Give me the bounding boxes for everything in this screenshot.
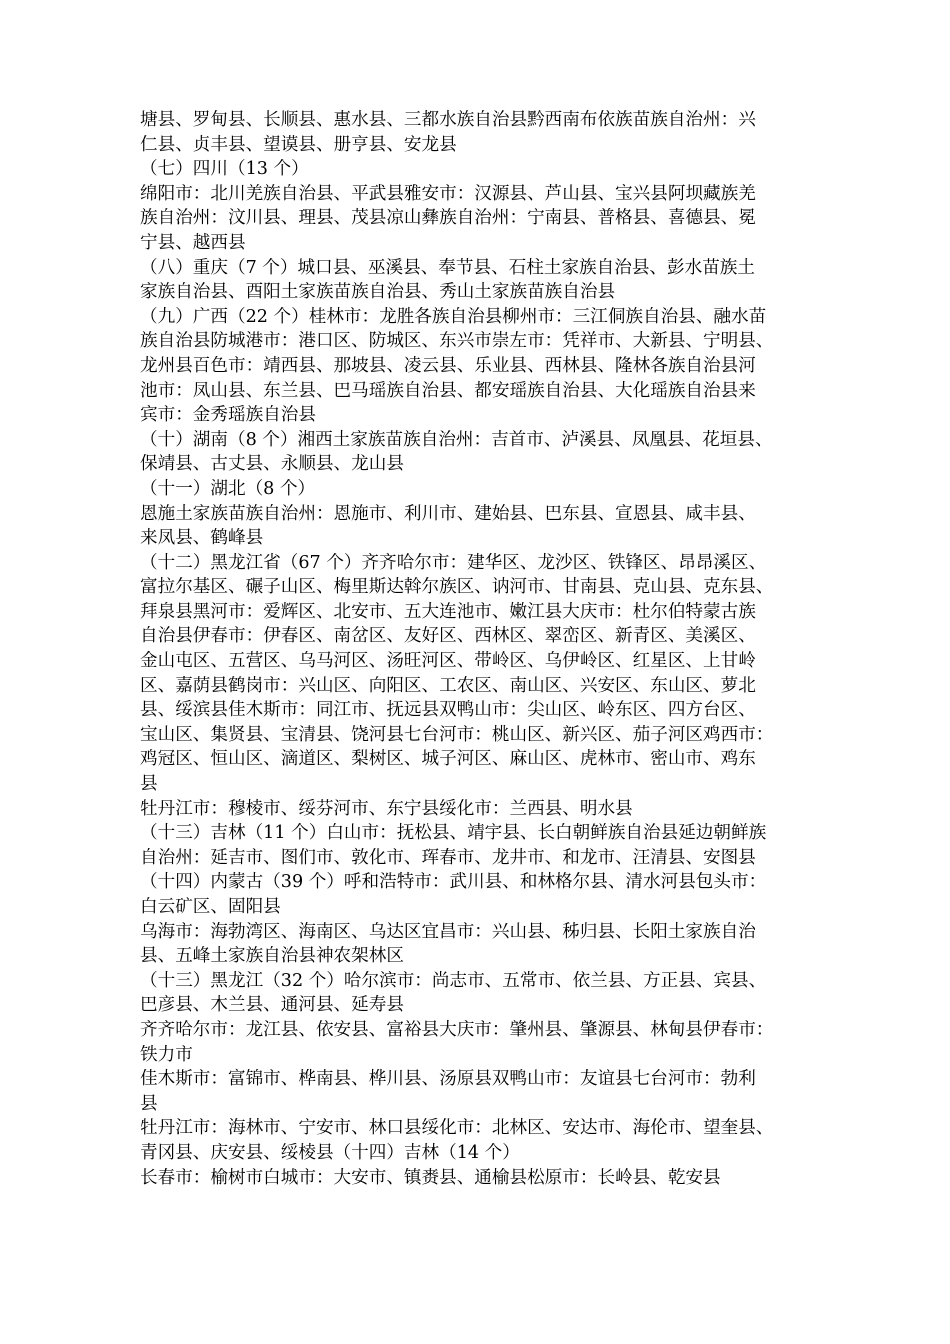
text-line: 青冈县、庆安县、绥棱县（十四）吉林（14 个）: [140, 1142, 520, 1163]
text-line: 富拉尔基区、碾子山区、梅里斯达斡尔族区、讷河市、甘南县、克山县、克东县、: [140, 577, 774, 598]
text-line: 自治州：延吉市、图们市、敦化市、珲春市、龙井市、和龙市、汪清县、安图县: [140, 847, 756, 868]
text-line: 池市：凤山县、东兰县、巴马瑶族自治县、都安瑶族自治县、大化瑶族自治县来: [140, 380, 756, 401]
text-line: 拜泉县黑河市：爱辉区、北安市、五大连池市、嫩江县大庆市：杜尔伯特蒙古族: [140, 601, 756, 622]
text-line: 牡丹江市：海林市、宁安市、林口县绥化市：北林区、安达市、海伦市、望奎县、: [140, 1118, 774, 1139]
text-line: 仁县、贞丰县、望谟县、册亨县、安龙县: [140, 134, 457, 155]
text-line: 区、嘉荫县鹤岗市：兴山区、向阳区、工农区、南山区、兴安区、东山区、萝北: [140, 675, 756, 696]
text-line: 金山屯区、五营区、乌马河区、汤旺河区、带岭区、乌伊岭区、红星区、上甘岭: [140, 651, 756, 672]
text-line: 县: [140, 1093, 158, 1114]
text-line: 宁县、越西县: [140, 232, 246, 253]
text-line: 族自治县防城港市：港口区、防城区、东兴市崇左市：凭祥市、大新县、宁明县、: [140, 331, 774, 352]
text-line: 牡丹江市：穆棱市、绥芬河市、东宁县绥化市：兰西县、明水县: [140, 798, 633, 819]
text-line: 县、五峰土家族自治县神农架林区: [140, 946, 404, 967]
text-line: （八）重庆（7 个）城口县、巫溪县、奉节县、石柱土家族自治县、彭水苗族土: [140, 257, 755, 278]
text-line: 佳木斯市：富锦市、桦南县、桦川县、汤原县双鸭山市：友谊县七台河市：勃利: [140, 1069, 756, 1090]
text-line: 巴彦县、木兰县、通河县、延寿县: [140, 995, 404, 1016]
text-line: 塘县、罗甸县、长顺县、惠水县、三都水族自治县黔西南布依族苗族自治州：兴: [140, 110, 756, 130]
section-heading: （十一）湖北（8 个）: [140, 478, 316, 499]
text-line: 宾市：金秀瑶族自治县: [140, 405, 316, 426]
text-line: 县、绥滨县佳木斯市：同江市、抚远县双鸭山市：尖山区、岭东区、四方台区、: [140, 700, 756, 721]
text-line: 乌海市：海勃湾区、海南区、乌达区宜昌市：兴山县、秭归县、长阳土家族自治: [140, 921, 756, 942]
text-line: 自治县伊春市：伊春区、南岔区、友好区、西林区、翠峦区、新青区、美溪区、: [140, 626, 756, 647]
text-line: 宝山区、集贤县、宝清县、饶河县七台河市：桃山区、新兴区、茄子河区鸡西市：: [140, 724, 774, 745]
text-line: 长春市：榆树市白城市：大安市、镇赉县、通榆县松原市：长岭县、乾安县: [140, 1167, 721, 1188]
text-line: （十）湖南（8 个）湘西土家族苗族自治州：吉首市、泸溪县、凤凰县、花垣县、: [140, 429, 773, 450]
text-line: 家族自治县、酉阳土家族苗族自治县、秀山土家族苗族自治县: [140, 282, 616, 303]
text-line: 恩施土家族苗族自治州：恩施市、利川市、建始县、巴东县、宣恩县、咸丰县、: [140, 503, 756, 524]
text-line: （十二）黑龙江省（67 个）齐齐哈尔市：建华区、龙沙区、铁锋区、昂昂溪区、: [140, 552, 767, 573]
text-line: 县: [140, 774, 158, 795]
text-line: （十三）黑龙江（32 个）哈尔滨市：尚志市、五常市、依兰县、方正县、宾县、: [140, 970, 767, 991]
text-line: 保靖县、古丈县、永顺县、龙山县: [140, 454, 404, 475]
text-line: 来凤县、鹤峰县: [140, 528, 264, 549]
section-heading: （七）四川（13 个）: [140, 159, 309, 180]
text-line: 龙州县百色市：靖西县、那坡县、凌云县、乐业县、西林县、隆林各族自治县河: [140, 355, 756, 376]
text-line: 鸡冠区、恒山区、滴道区、梨树区、城子河区、麻山区、虎林市、密山市、鸡东: [140, 749, 756, 770]
text-line: （十四）内蒙古（39 个）呼和浩特市：武川县、和林格尔县、清水河县包头市：: [140, 872, 767, 893]
text-line: 铁力市: [140, 1044, 193, 1065]
document-body: [140, 108, 830, 1190]
text-line: 族自治州：汶川县、理县、茂县凉山彝族自治州：宁南县、普格县、喜德县、冕: [140, 208, 756, 229]
text-line: 齐齐哈尔市：龙江县、依安县、富裕县大庆市：肇州县、肇源县、林甸县伊春市：: [140, 1019, 774, 1040]
text-line: 绵阳市：北川羌族自治县、平武县雅安市：汉源县、芦山县、宝兴县阿坝藏族羌: [140, 183, 756, 204]
text-line: （十三）吉林（11 个）白山市：抚松县、靖宇县、长白朝鲜族自治县延边朝鲜族: [140, 823, 767, 844]
text-line: 白云矿区、固阳县: [140, 897, 281, 917]
text-line: （九）广西（22 个）桂林市：龙胜各族自治县柳州市：三江侗族自治县、融水苗: [140, 306, 767, 327]
